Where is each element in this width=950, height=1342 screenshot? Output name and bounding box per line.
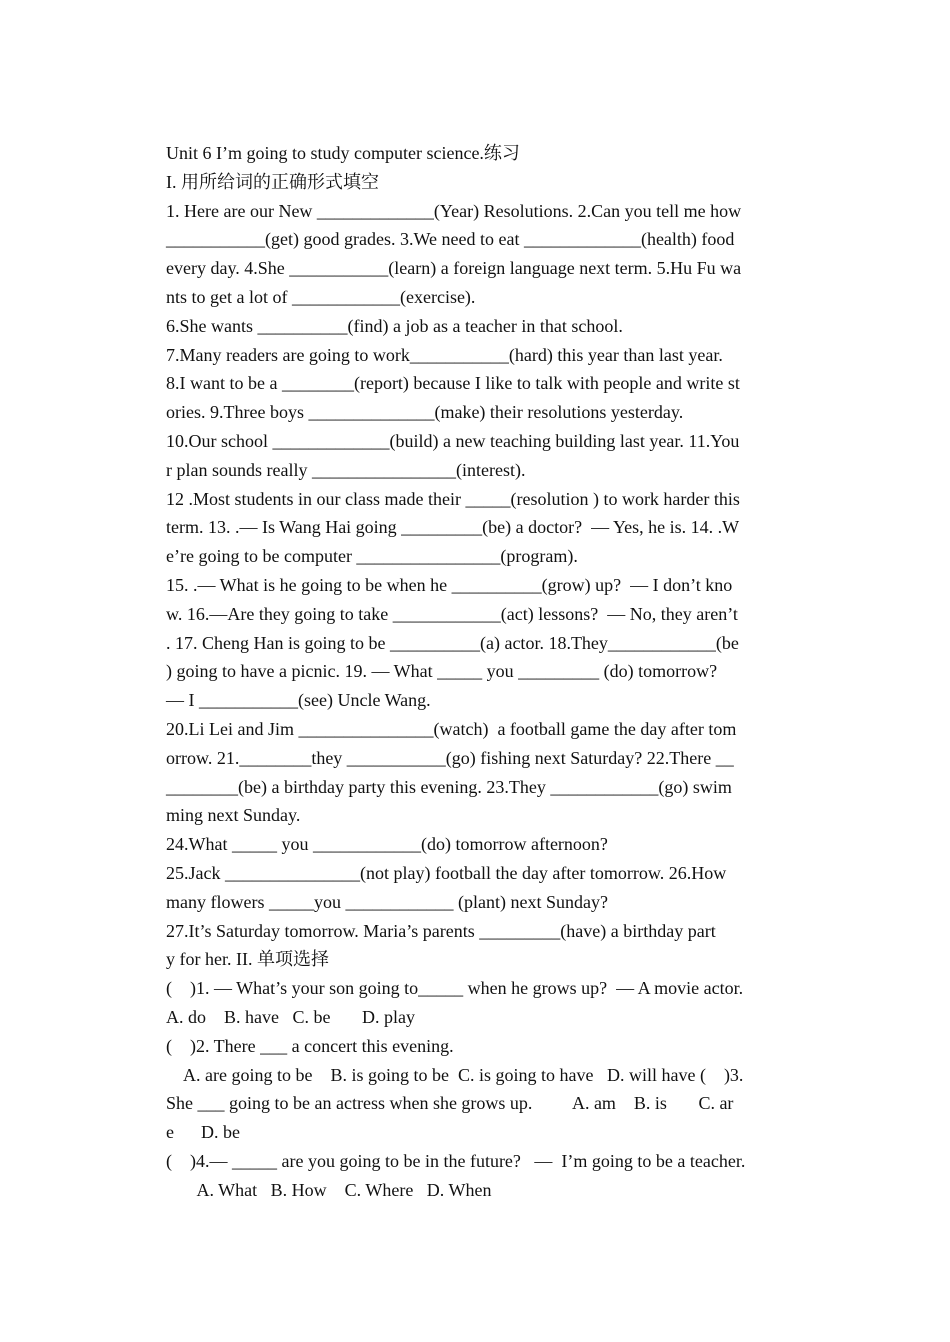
text-line: 12 .Most students in our class made their _____(resolution ) to work harder this: [166, 488, 740, 509]
text-line: 7.Many readers are going to work___________(hard) this year than last year.: [166, 344, 723, 365]
text-line: ___________(get) good grades. 3.We need to eat _____________(health) food: [166, 229, 735, 250]
text-line: ) going to have a picnic. 19. — What _____ you _________ (do) tomorrow?: [166, 661, 718, 682]
worksheet-title: Unit 6 I’m going to study computer science.练习: [166, 143, 520, 163]
text-line: — I ___________(see) Uncle Wang.: [166, 690, 431, 711]
text-line: 1. Here are our New _____________(Year) Resolutions. 2.Can you tell me how: [166, 200, 742, 221]
text-line: 8.I want to be a ________(report) because I like to talk with people and write st: [166, 373, 740, 394]
text-line: orrow. 21.________they ___________(go) fishing next Saturday? 22.There __: [166, 747, 734, 768]
options-line: A. What B. How C. Where D. When: [166, 1179, 492, 1200]
question-line: ( )1. — What’s your son going to_____ when he grows up? — A movie actor.: [166, 978, 744, 999]
text-line: 6.She wants __________(find) a job as a teacher in that school.: [166, 315, 623, 336]
text-line: 25.Jack _______________(not play) football the day after tomorrow. 26.How: [166, 862, 727, 883]
section-heading-fill-in: I. 用所给词的正确形式填空: [166, 171, 379, 192]
text-line: e’re going to be computer ________________(program).: [166, 546, 578, 567]
question-line: She ___ going to be an actress when she grows up. A. am B. is C. ar: [166, 1093, 734, 1114]
text-line: 20.Li Lei and Jim _______________(watch) a football game the day after tom: [166, 718, 737, 739]
text-line: ming next Sunday.: [166, 805, 301, 826]
text-line: w. 16.—Are they going to take ____________(act) lessons? — No, they aren’t: [166, 603, 738, 624]
text-line: 24.What _____ you ____________(do) tomorrow afternoon?: [166, 834, 608, 855]
question-line: ( )2. There ___ a concert this evening.: [166, 1035, 454, 1056]
text-line: 15. .— What is he going to be when he __________(grow) up? — I don’t kno: [166, 574, 733, 595]
text-line: r plan sounds really ________________(interest).: [166, 459, 526, 480]
text-line: 10.Our school _____________(build) a new teaching building last year. 11.You: [166, 430, 740, 451]
options-line: e D. be: [166, 1122, 240, 1143]
section-heading-multiple-choice: y for her. II. 单项选择: [166, 949, 329, 970]
question-line: ( )4.— _____ are you going to be in the future? — I’m going to be a teacher.: [166, 1150, 746, 1171]
text-line: ________(be) a birthday party this evening. 23.They ____________(go) swim: [166, 776, 732, 797]
options-line: A. do B. have C. be D. play: [166, 1006, 415, 1027]
text-line: many flowers _____you ____________ (plant) next Sunday?: [166, 891, 608, 912]
text-line: ories. 9.Three boys ______________(make) their resolutions yesterday.: [166, 402, 684, 423]
text-line: 27.It’s Saturday tomorrow. Maria’s parents _________(have) a birthday part: [166, 920, 716, 941]
worksheet-page: [166, 139, 786, 1204]
text-line: every day. 4.She ___________(learn) a foreign language next term. 5.Hu Fu wa: [166, 258, 742, 279]
text-line: nts to get a lot of ____________(exercise).: [166, 286, 476, 307]
text-line: . 17. Cheng Han is going to be __________(a) actor. 18.They____________(be: [166, 632, 739, 653]
options-line: A. are going to be B. is going to be C. is going to have D. will have ( )3.: [166, 1064, 744, 1085]
text-line: term. 13. .— Is Wang Hai going _________(be) a doctor? — Yes, he is. 14. .W: [166, 517, 740, 538]
